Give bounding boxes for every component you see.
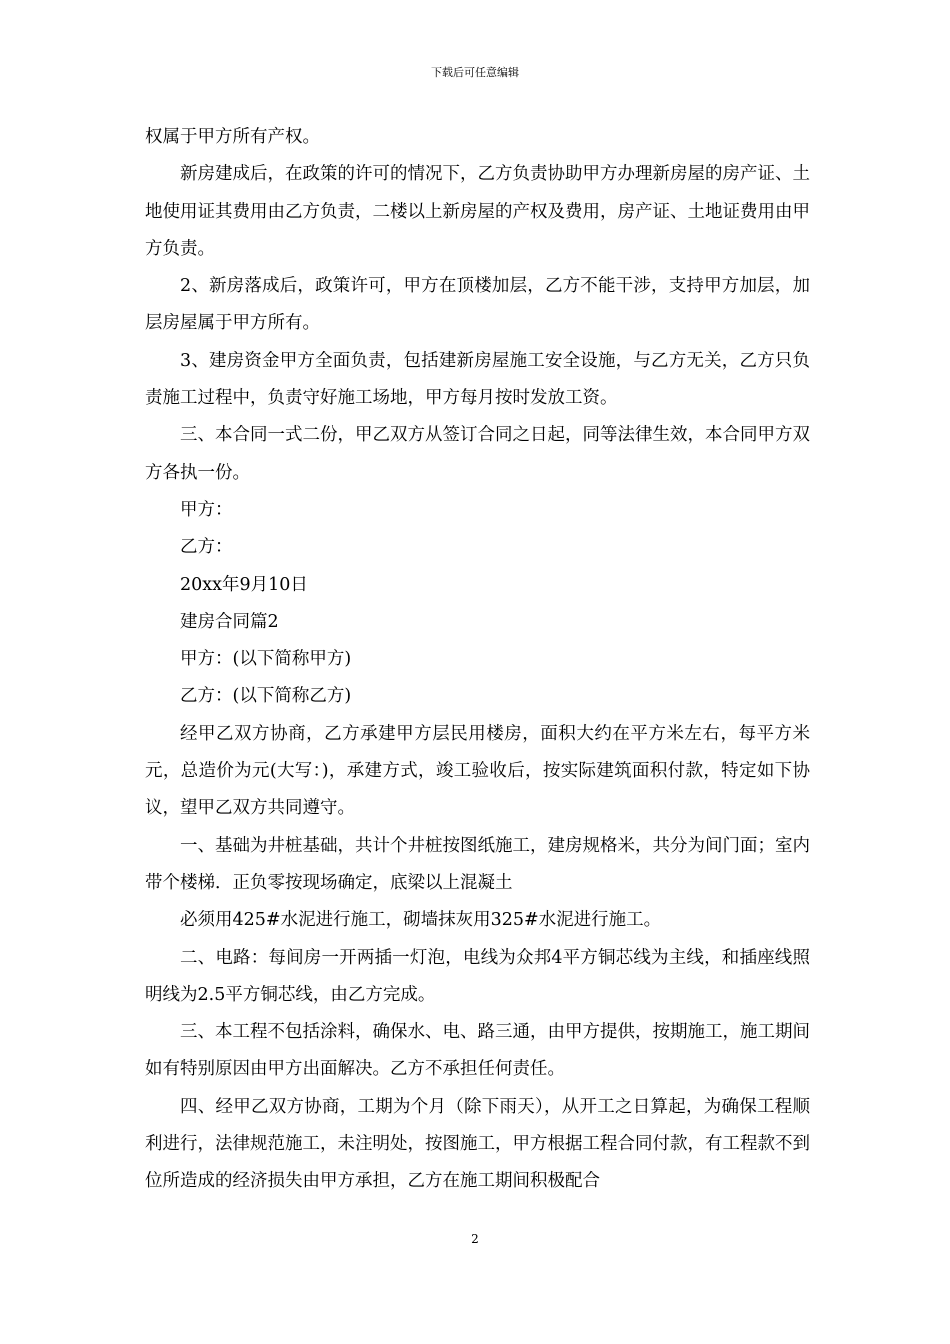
paragraph: 必须用425#水泥进行施工，砌墙抹灰用325#水泥进行施工。 — [180, 910, 662, 931]
paragraph: 2、新房落成后，政策许可，甲方在顶楼加层，乙方不能干涉，支持甲方加层，加层房屋属于甲方所有。 — [145, 276, 810, 334]
page-header: 下载后可任意编辑 — [431, 66, 519, 79]
paragraph: 一、基础为井桩基础，共计个井桩按图纸施工，建房规格米，共分为间门面；室内带个楼梯．正负零按现场确定，底梁以上混凝土 — [145, 835, 810, 893]
paragraph: 甲方：(以下简称甲方) — [180, 649, 352, 670]
paragraph: 三、本工程不包括涂料，确保水、电、路三通，由甲方提供，按期施工，施工期间如有特别原因由甲方出面解决。乙方不承担任何责任。 — [145, 1022, 810, 1080]
paragraph: 四、经甲乙双方协商，工期为个月（除下雨天），从开工之日算起，为确保工程顺利进行，法律规范施工，未注明处，按图施工，甲方根据工程合同付款，有工程款不到位所造成的经济损失由甲方承担，乙方在施工期间积极配合 — [145, 1096, 810, 1192]
paragraph: 乙方：(以下简称乙方) — [180, 686, 352, 707]
paragraph: 20xx年9月10日 — [180, 574, 308, 595]
page-number: 2 — [471, 1232, 479, 1246]
paragraph: 建房合同篇2 — [180, 611, 279, 632]
paragraph: 甲方： — [180, 499, 233, 520]
paragraph: 三、本合同一式二份，甲乙双方从签订合同之日起，同等法律生效，本合同甲方双方各执一份。 — [145, 425, 810, 483]
paragraph: 新房建成后，在政策的许可的情况下，乙方负责协助甲方办理新房屋的房产证、土地使用证其费用由乙方负责，二楼以上新房屋的产权及费用，房产证、土地证费用由甲方负责。 — [145, 164, 810, 259]
paragraph: 3、建房资金甲方全面负责，包括建新房屋施工安全设施，与乙方无关，乙方只负责施工过程中，负责守好施工场地，甲方每月按时发放工资。 — [145, 350, 810, 409]
document-body — [145, 119, 810, 1201]
paragraph: 乙方： — [180, 537, 233, 558]
paragraph: 经甲乙双方协商，乙方承建甲方层民用楼房，面积大约在平方米左右，每平方米元，总造价为元(大写：)，承建方式，竣工验收后，按实际建筑面积付款，特定如下协议，望甲乙双方共同遵守。 — [145, 723, 810, 819]
paragraph: 权属于甲方所有产权。 — [145, 127, 320, 147]
paragraph: 二、电路：每间房一开两插一灯泡，电线为众邦4平方铜芯线为主线，和插座线照明线为2.5平方铜芯线，由乙方完成。 — [145, 947, 810, 1005]
